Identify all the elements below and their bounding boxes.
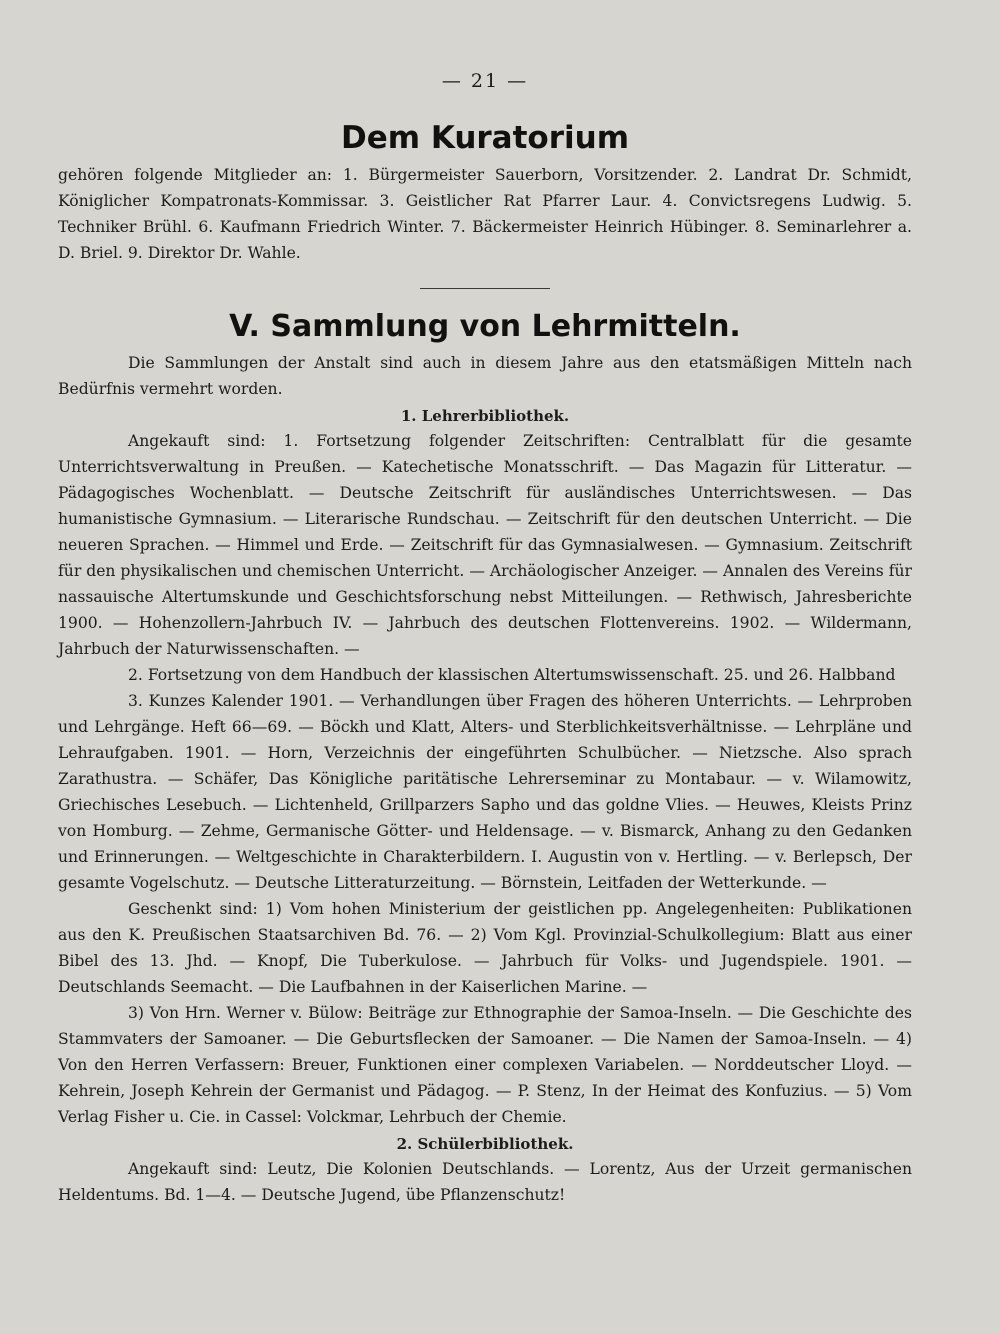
kuratorium-heading: Dem Kuratorium <box>340 120 629 156</box>
kuratorium-text: gehören folgende Mitglieder an: 1. Bürgermeister Sauerborn, Vorsitzender. 2. Landrat Dr. Schmidt, Königlicher Kompatronats-Kommissar. 3. Geistlicher Rat Pfarrer Laur. 4. Convictsregens Ludwig. 5. Techniker Brühl. 6. Kaufmann Friedrich Winter. 7. Bäckermeister Heinrich Hübinger. 8. Seminarlehrer a. D. Briel. 9. Direktor Dr. Wahle. <box>58 166 912 262</box>
lehrerbibliothek-paragraph: Geschenkt sind: 1) Vom hohen Ministerium der geistlichen pp. Angelegenheiten: Publikationen aus den K. Preußischen Staatsarchiven Bd. 76. — 2) Vom Kgl. Provinzial-Schulkollegium: Blatt aus einer Bibel des 13. Jhd. — Knopf, Die Tuberkulose. — Jahrbuch für Volks- und Jugendspiele. 1901. — Deutschlands Seemacht. — Die Laufbahnen in der Kaiserlichen Marine. — <box>58 900 912 996</box>
lehrerbibliothek-paragraph: 2. Fortsetzung von dem Handbuch der klassischen Altertumswissenschaft. 25. und 26. Halbband <box>128 666 896 684</box>
page-number: — 21 — <box>441 70 529 92</box>
lehrerbibliothek-paragraph: 3) Von Hrn. Werner v. Bülow: Beiträge zur Ethnographie der Samoa-Inseln. — Die Geschichte des Stammvaters der Samoaner. — Die Geburtsflecken der Samoaner. — Die Namen der Samoa-Inseln. — 4) Von den Herren Verfassern: Breuer, Funktionen einer complexen Variabelen. — Norddeutscher Lloyd. — Kehrein, Joseph Kehrein der Germanist und Pädagog. — P. Stenz, In der Heimat des Konfuzius. — 5) Vom Verlag Fisher u. Cie. in Cassel: Volckmar, Lehrbuch der Chemie. <box>58 1004 912 1126</box>
schuelerbibliothek-paragraph: Angekauft sind: Leutz, Die Kolonien Deutschlands. — Lorentz, Aus der Urzeit germanischen Heldentums. Bd. 1—4. — Deutsche Jugend, übe Pflanzenschutz! <box>58 1160 912 1204</box>
lehrerbibliothek-paragraph: 3. Kunzes Kalender 1901. — Verhandlungen über Fragen des höheren Unterrichts. — Lehrproben und Lehrgänge. Heft 66—69. — Böckh und Klatt, Alters- und Sterblichkeitsverhältnisse. — Lehrpläne und Lehraufgaben. 1901. — Horn, Verzeichnis der eingeführten Schulbücher. — Nietzsche. Also sprach Zarathustra. — Schäfer, Das Königliche paritätische Lehrerseminar zu Montabaur. — v. Wilamowitz, Griechisches Lesebuch. — Lichtenheld, Grillparzers Sapho und das goldne Vlies. — Heuwes, Kleists Prinz von Homburg. — Zehme, Germanische Götter- und Heldensage. — v. Bismarck, Anhang zu den Gedanken und Erinnerungen. — Weltgeschichte in Charakterbildern. I. Augustin von v. Hertling. — v. Berlepsch, Der gesamte Vogelschutz. — Deutsche Litteraturzeitung. — Börnstein, Leitfaden der Wetterkunde. — <box>58 692 912 892</box>
section-v-intro: Die Sammlungen der Anstalt sind auch in diesem Jahre aus den etatsmäßigen Mitteln nach Bedürfnis vermehrt worden. <box>58 354 912 398</box>
section-divider <box>420 288 550 289</box>
lehrerbibliothek-heading: 1. Lehrerbibliothek. <box>400 407 570 425</box>
schuelerbibliothek-heading: 2. Schülerbibliothek. <box>396 1135 574 1153</box>
section-v-heading: V. Sammlung von Lehrmitteln. <box>229 309 741 344</box>
lehrerbibliothek-paragraph: Angekauft sind: 1. Fortsetzung folgender Zeitschriften: Centralblatt für die gesamte Unterrichtsverwaltung in Preußen. — Katechetische Monatsschrift. — Das Magazin für Litteratur. — Pädagogisches Wochenblatt. — Deutsche Zeitschrift für ausländisches Unterrichtswesen. — Das humanistische Gymnasium. — Literarische Rundschau. — Zeitschrift für den deutschen Unterricht. — Die neueren Sprachen. — Himmel und Erde. — Zeitschrift für das Gymnasialwesen. — Gymnasium. Zeitschrift für den physikalischen und chemischen Unterricht. — Archäologischer Anzeiger. — Annalen des Vereins für nassauische Altertumskunde und Geschichtsforschung nebst Mitteilungen. — Rethwisch, Jahresberichte 1900. — Hohenzollern-Jahrbuch IV. — Jahrbuch des deutschen Flottenvereins. 1902. — Wildermann, Jahrbuch der Naturwissenschaften. — <box>58 432 913 658</box>
